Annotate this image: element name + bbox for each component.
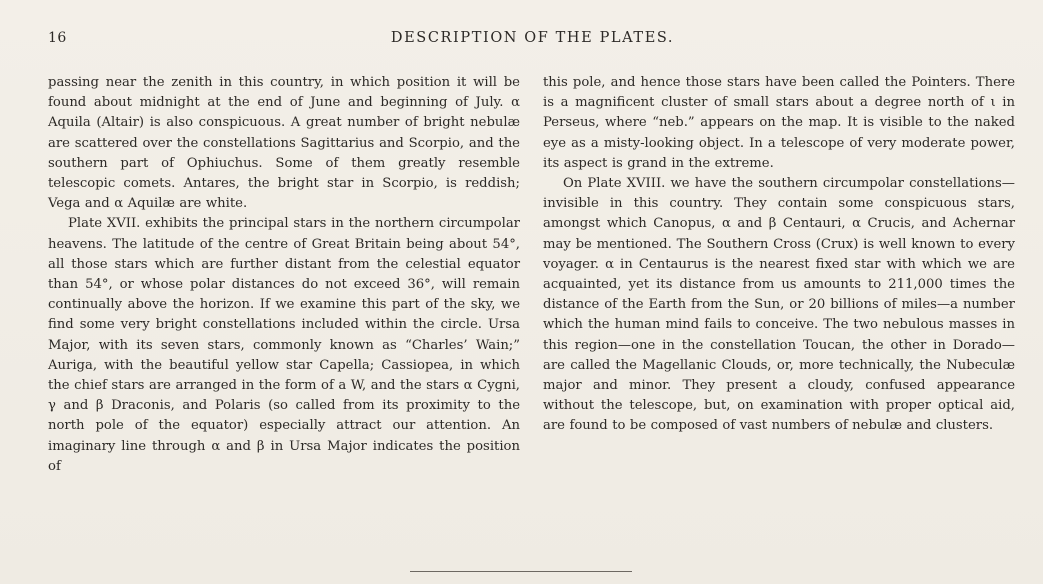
page-number: 16 xyxy=(48,30,67,46)
right-column xyxy=(543,73,1015,437)
running-title: DESCRIPTION OF THE PLATES. xyxy=(390,30,675,46)
paragraph-plate-xvii: Plate XVII. exhibits the principal stars in the northern circumpolar heavens. The latitude of the centre of Great Britain being about 54°, all those stars which are further distant from the celestial equator than 54°, or whose polar distances do not exceed 36°, will remain continually above the horizon. If we examine this part of the sky, we find some very bright constellations included within the circle. Ursa Major, with its seven stars, commonly known as “Charles’ Wain;” Auriga, with the beautiful yellow star Capella; Cassiopea, in which the chief stars are arranged in the form of a W, and the stars α Cygni, γ and β Draconis, and Polaris (so called from its proximity to the north pole of the equator) especially attract our attention. An imaginary line through α and β in Ursa Major indicates the position of xyxy=(48,216,520,474)
paragraph-plate-xviii: On Plate XVIII. we have the southern circumpolar constellations—invisible in this country. They contain some conspicuous stars, amongst which Canopus, α and β Centauri, α Crucis, and Achernar may be mentioned. The Southern Cross (Crux) is well known to every voyager. α in Centaurus is the nearest fixed star with which we are acquainted, yet its distance from us amounts to 211,000 times the distance of the Earth from the Sun, or 20 billions of miles—a number which the human mind fails to conceive. The two nebulous masses in this region—one in the constellation Toucan, the other in Dorado—are called the Magellanic Clouds, or, more technically, the Nubeculæ major and minor. They present a cloudy, confused appearance without the telescope, but, on examination with proper optical aid, are found to be composed of vast numbers of nebulæ and clusters. xyxy=(543,176,1015,434)
page-header xyxy=(48,30,1017,54)
paragraph-passing-near-zenith: passing near the zenith in this country, in which position it will be found about midnight at the end of June and beginning of July. α Aquila (Altair) is also conspicuous. A great number of bright nebulæ are scattered over the constellations Sagittarius and Scorpio, and the southern part of Ophiuchus. Some of them greatly resemble telescopic comets. Antares, the bright star in Scorpio, is reddish; Vega and α Aquilæ are white. xyxy=(48,75,520,212)
left-column xyxy=(48,73,520,477)
paragraph-pointers: this pole, and hence those stars have been called the Pointers. There is a magnificent cluster of small stars about a degree north of ι in Perseus, where “neb.” appears on the map. It is visible to the naked eye as a misty-looking object. In a telescope of very moderate power, its aspect is grand in the extreme. xyxy=(543,75,1015,171)
section-divider xyxy=(410,571,632,572)
